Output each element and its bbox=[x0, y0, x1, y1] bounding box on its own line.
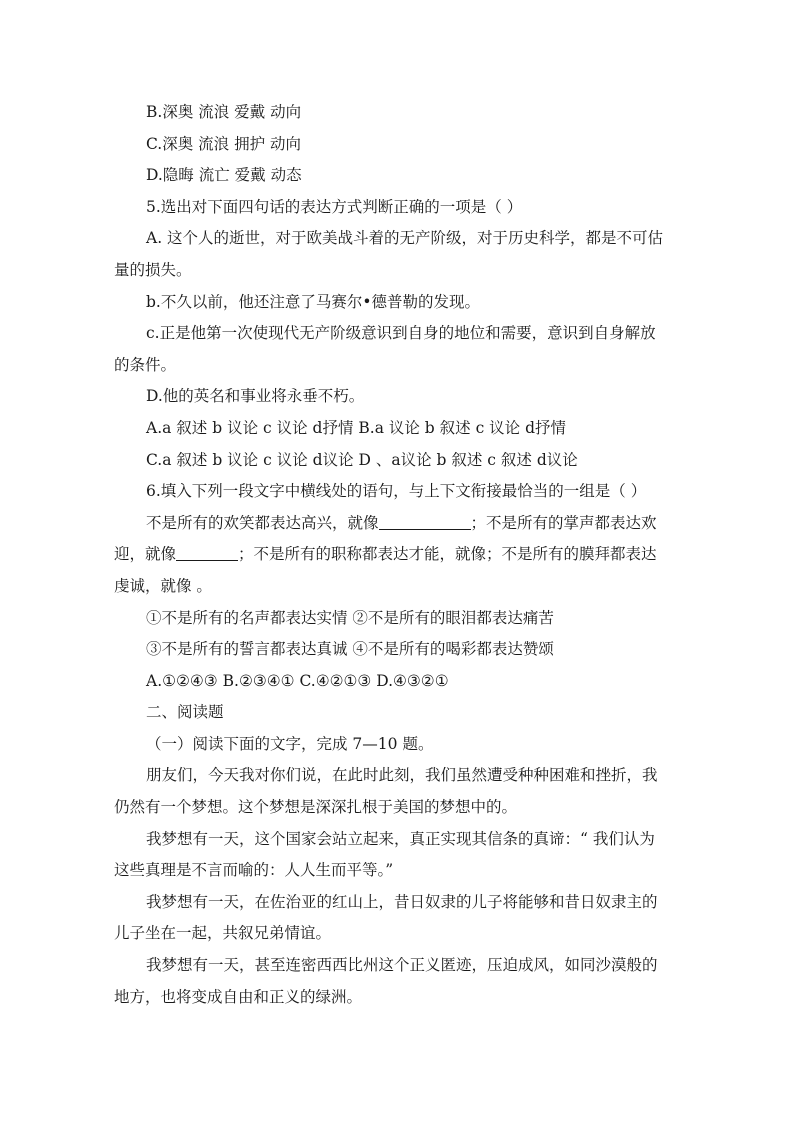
text-line: 我梦想有一天，甚至连密西西比州这个正义匿迹，压迫成风，如同沙漠般的 bbox=[146, 956, 658, 975]
text-line: 儿子坐在一起，共叙兄弟情谊。 bbox=[114, 924, 332, 943]
text-line: 仍然有一个梦想。这个梦想是深深扎根于美国的梦想中的。 bbox=[114, 798, 518, 817]
text-line: ①不是所有的名声都表达实情 ②不是所有的眼泪都表达痛苦 bbox=[146, 608, 554, 627]
text-line: D.他的英名和事业将永垂不朽。 bbox=[146, 387, 365, 406]
text-line: B.深奥 流浪 爱戴 动向 bbox=[146, 103, 302, 121]
text-line: （一）阅读下面的文字，完成 7—10 题。 bbox=[146, 734, 434, 753]
text-line: 地方，也将变成自由和正义的绿洲。 bbox=[114, 987, 363, 1006]
q6-text: 迎，就像 bbox=[114, 545, 177, 564]
text-line: ③不是所有的誓言都表达真诚 ④不是所有的喝彩都表达赞颂 bbox=[146, 640, 554, 659]
reading-block bbox=[114, 603, 684, 1014]
text-line: D.隐晦 流亡 爱戴 动态 bbox=[146, 166, 302, 185]
text-line: A.a 叙述 b 议论 c 议论 d抒情 B.a 议论 b 叙述 c 议论 d抒情 bbox=[146, 418, 567, 437]
text-line: 6.填入下列一段文字中横线处的语句，与上下文衔接最恰当的一组是（ ） bbox=[146, 482, 647, 501]
text-line: C.a 叙述 b 议论 c 议论 d议论 D 、a议论 b 叙述 c 叙述 d议论 bbox=[146, 450, 578, 469]
text-line: A. 这个人的逝世，对于欧美战斗着的无产阶级，对于历史科学，都是不可估 bbox=[146, 229, 664, 248]
q6-passage-line-3 bbox=[114, 571, 684, 603]
q6-passage-line-1 bbox=[114, 508, 684, 540]
q6-passage-line-2 bbox=[114, 539, 684, 571]
q6-text: 不是所有的欢笑都表达高兴，就像 bbox=[146, 513, 379, 532]
questions-block bbox=[114, 97, 684, 508]
text-line: 朋友们，今天我对你们说，在此时此刻，我们虽然遭受种种困难和挫折，我 bbox=[146, 766, 658, 785]
text-line: 我梦想有一天，在佐治亚的红山上，昔日奴隶的儿子将能够和昔日奴隶主的 bbox=[146, 892, 658, 911]
q6-text: ；不是所有的掌声都表达欢 bbox=[470, 513, 657, 532]
text-line: c.正是他第一次使现代无产阶级意识到自身的地位和需要，意识到自身解放 bbox=[146, 324, 656, 343]
text-line: 二、阅读题 bbox=[146, 703, 224, 722]
text-line: A.①②④③ B.②③④① C.④②①③ D.④③②① bbox=[146, 671, 449, 690]
text-line: 我梦想有一天，这个国家会站立起来，真正实现其信条的真谛：“ 我们认为 bbox=[146, 829, 655, 848]
q6-text: 虔诚，就像 。 bbox=[114, 576, 212, 595]
text-line: 量的损失。 bbox=[114, 260, 192, 279]
text-line: 5.选出对下面四句话的表达方式判断正确的一项是（ ） bbox=[146, 197, 523, 216]
fill-blank bbox=[379, 513, 471, 530]
text-line: C.深奥 流浪 拥护 动向 bbox=[146, 134, 302, 153]
q6-text: ；不是所有的职称都表达才能，就像；不是所有的膜拜都表达 bbox=[238, 545, 657, 564]
text-line: b.不久以前，他还注意了马赛尔•德普勒的发现。 bbox=[146, 292, 480, 311]
fill-blank bbox=[176, 544, 238, 561]
text-line: 的条件。 bbox=[114, 355, 177, 374]
text-line: 这些真理是不言而喻的：人人生而平等。” bbox=[114, 861, 394, 880]
